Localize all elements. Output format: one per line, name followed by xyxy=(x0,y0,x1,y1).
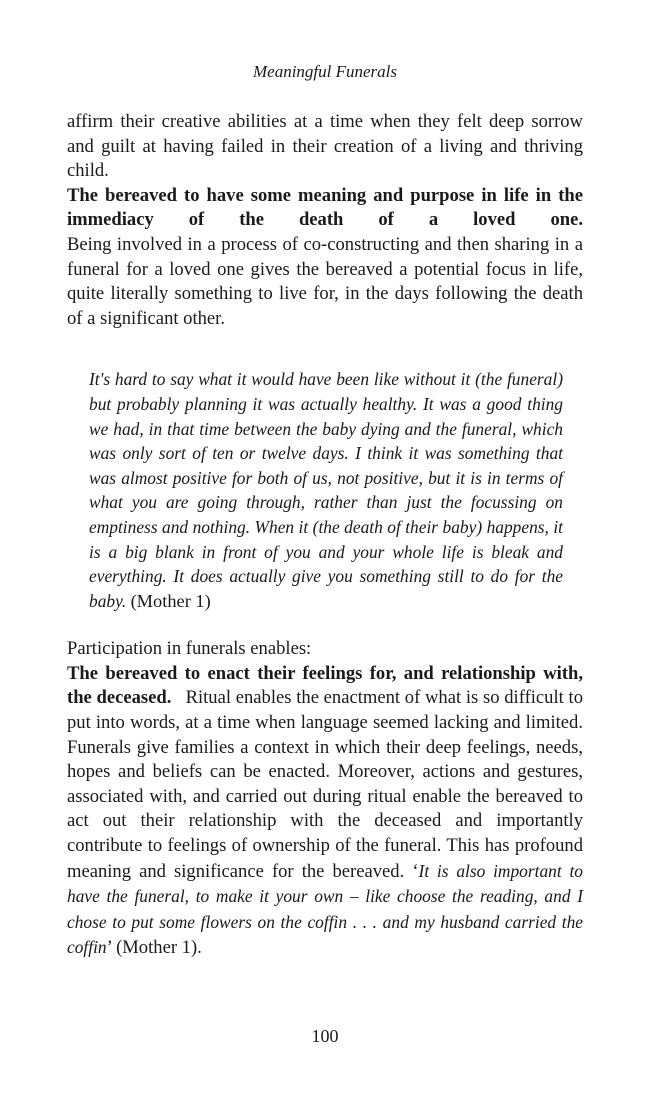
block-quote xyxy=(89,367,563,613)
quote-text: It's hard to say what it would have been like without it (the funeral) but probably planning it was actually healthy. It was a good thing we had, in that time between the baby dying and the funeral, which was only sort of ten or twelve days. I think it was something that was almost positive for both of us, not positive, but it is in terms of what you are going through, rather than just the focussing on emptiness and nothing. When it (the death of their baby) happens, it is a big blank in front of you and your whole life is bleak and everything. It does actually give you something still to do for the baby. xyxy=(89,369,563,611)
lead-in-text: Participation in funerals enables: xyxy=(67,638,312,660)
page-number: 100 xyxy=(311,1026,339,1046)
heading-text: The bereaved to have some meaning and purpose in life in the immediacy of the death of a loved one. xyxy=(67,184,583,231)
paragraph-meaning: Being involved in a process of co-constructing and then sharing in a funeral for a loved one gives the bereaved a potential focus in life, quite literally something to live for, in the days following the death of a significant other. xyxy=(67,233,583,329)
heading-enact: The bereaved to enact their feelings for, and relationship with, the deceased. xyxy=(67,662,583,709)
running-head: Meaningful Funerals xyxy=(252,62,397,81)
inline-attribution: (Mother 1). xyxy=(116,937,202,959)
quote-attribution: (Mother 1) xyxy=(130,590,211,611)
paragraph-enact: The bereaved to enact their feelings for, and relationship with, the deceased. Ritual enables the enactment of what is so difficult to put into words, at a time when language seemed lacking and limited. Funerals give families a context in which their deep feelings, needs, hopes and beliefs can be enacted. Moreover, actions and gestures, associated with, and carried out during ritual enable the bereaved to act out their relationship with the deceased and importantly contribute to feelings of ownership of the funeral. This has profound meaning and significance for the bereaved. ‘It is also important to have the funeral, to make it your own – like choose the reading, and I chose to put some flowers on the coffin . . . and my husband carried the coffin’ (Mother 1). xyxy=(67,662,584,959)
page-body xyxy=(67,110,583,961)
bold-heading-meaning xyxy=(67,184,583,233)
inline-quote: It is also important to have the funeral, to make it your own – like choose the reading, and I chose to put some flowers on the coffin . . . and my husband carried the coffin xyxy=(67,860,583,958)
paragraph-continued: affirm their creative abilities at a time when they felt deep sorrow and guilt at having failed in their creation of a living and thriving child. xyxy=(67,111,583,182)
paragraph-enact-text: Ritual enables the enactment of what is so difficult to put into words, at a time when language seemed lacking and limited. Funerals give families a context in which their deep feelings, needs, hopes and beliefs can be enacted. Moreover, actions and gestures, associated with, and carried out during ritual enable the bereaved to act out their relationship with the deceased and importantly contribute to feelings of ownership of the funeral. This has profound meaning and significance for the bereaved. xyxy=(67,687,584,882)
